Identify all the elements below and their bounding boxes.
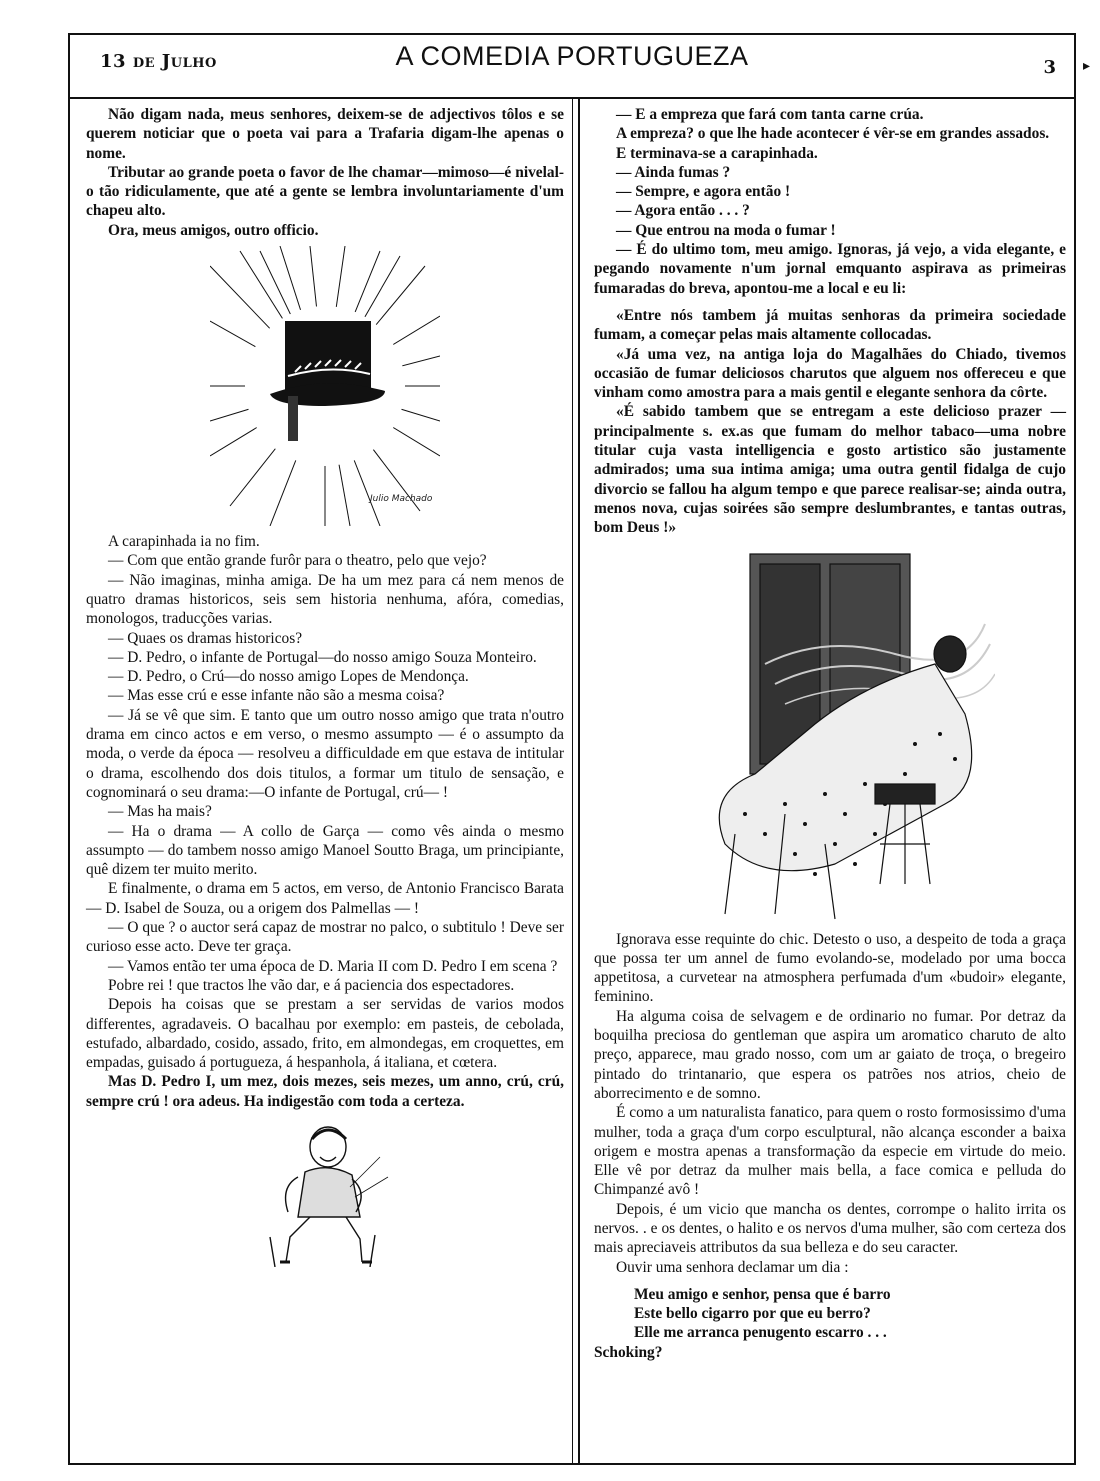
paragraph: Mas D. Pedro I, um mez, dois mezes, seis mezes, um anno, crú, crú, sempre crú ! ora adeus. Ha indigestão com toda a certeza. — [86, 1073, 564, 1110]
quoted-paragraph: «Já uma vez, na antiga loja do Magalhães do Chiado, tivemos occasião de fumar deliciosos charutos que alguem nos offereceu e que vinham como amostra para a mais gentil e elegante senhora da côrte. — [594, 345, 1066, 402]
paragraph: Ora, meus amigos, outro officio. — [108, 221, 319, 239]
paragraph: E terminava-se a carapinhada. — [616, 144, 818, 162]
paragraph: É como a um naturalista fanatico, para quem o rosto formosissimo d'uma mulher, toda a graça d'um corpo esculptural, não alcança esconder a baixa origem e mostra apenas a transformação da especie em virtude do meio. Elle vê por detraz da mulher mais bella, a face comica e pelluda do Chimpanzé avô ! — [594, 1104, 1066, 1199]
paragraph: — Ainda fumas ? — [616, 163, 731, 181]
quoted-paragraph: «É sabido tambem que se entregam a este delicioso prazer — principalmente s. ex.as que fumam do melhor tabaco—uma nobre titular cuja vasta intelligencia e gosto artistico são justamente admirados; uma sua intima amiga; uma outra gentil fidalga de cujo divorcio se fallou ha algum tempo e que parece realisar-se; ainda outra, menos nova, cujas soirées são sempre deslumbrantes, e tantas outras, bom Deus !» — [594, 403, 1066, 537]
paragraph: — Sempre, e agora então ! — [616, 183, 791, 201]
paragraph: — Vamos então ter uma época de D. Maria II com D. Pedro I em scena ? — [108, 957, 558, 975]
column-divider — [578, 97, 580, 1463]
paragraph: Pobre rei ! que tractos lhe vão dar, e á paciencia dos espectadores. — [108, 976, 515, 994]
page-header — [70, 35, 1074, 99]
paragraph: Ha alguma coisa de selvagem e de ordinario no fumar. Por detraz da boquilha preciosa do gentleman que aspira um aromatico charuto de alto preço, apparece, mau grado nosso, com um ar gaiato de troça, o bregeiro pintado do trintanario, que espera os patrões nos atrios, cheio de aborrecimento e de somno. — [594, 1007, 1066, 1102]
paragraph: — Mas ha mais? — [108, 803, 212, 821]
issue-date: 13 de Julho — [100, 51, 217, 72]
paragraph: Ignorava esse requinte do chic. Detesto o uso, a despeito de toda a graça que possa ter um annel de fumo evolando-se, modelado por uma bocca appetitosa, a curvetear na atmosphera perfumada d'um «budoir» elegante, feminino. — [594, 930, 1066, 1006]
paragraph: — Que entrou na moda o fumar ! — [616, 221, 836, 239]
paragraph: Ouvir uma senhora declamar um dia : — [616, 1258, 849, 1276]
paragraph: — Não imaginas, minha amiga. De ha um mez para cá nem menos de quatro dramas historicos, seis sem historia nenhuma, afóra, comedias, monologos, traducções varias. — [86, 571, 564, 628]
paragraph: A carapinhada ia no fim. — [108, 533, 260, 551]
page-number: 3 — [1043, 57, 1056, 78]
quoted-paragraph: «Entre nós tambem já muitas senhoras da primeira sociedade fumam, a começar pelas mais altamente collocadas. — [594, 306, 1066, 344]
right-column — [594, 105, 1066, 1362]
paragraph: Tributar ao grande poeta o favor de lhe chamar—mimoso—é nivelal-o tão ridiculamente, que até a gente se lembra involuntariamente d'um chapeu alto. — [86, 163, 564, 220]
woman-smoking-illustration — [665, 544, 995, 924]
paragraph: — D. Pedro, o Crú—do nosso amigo Lopes de Mendonça. — [108, 668, 469, 686]
margin-arrow-icon: ▸ — [1083, 58, 1091, 74]
paragraph: — Agora então . . . ? — [616, 202, 750, 220]
illustration-signature: Julio Machado — [370, 494, 433, 505]
verse-block — [634, 1285, 1066, 1343]
signoff: Schoking? — [594, 1343, 663, 1361]
seated-man-illustration — [250, 1117, 400, 1267]
newspaper-title: A COMEDIA PORTUGUEZA — [395, 41, 749, 71]
paragraph: A empreza? o que lhe hade acontecer é vêr-se em grandes assados. — [616, 125, 1050, 143]
verse-line: Este bello cigarro por que eu berro? — [634, 1305, 871, 1323]
paragraph: — E a empreza que fará com tanta carne crúa. — [616, 106, 924, 123]
paragraph: Depois ha coisas que se prestam a ser servidas de varios modos differentes, agradaveis. O bacalhau por exemplo: em pasteis, de cebolada, estufado, albardado, cosido, assado, frito, em almondegas, em croquettes, em empadas, guisado á portugueza, á hespanhola, á italiana, et cœtera. — [86, 996, 564, 1072]
column-divider-thin — [572, 97, 573, 1463]
paragraph: — Mas esse crú e esse infante não são a mesma coisa? — [108, 687, 445, 705]
paragraph: — Ha o drama — A collo de Garça — como vês ainda o mesmo assumpto — do tambem nosso amigo Manoel Soutto Braga, um principiante, quê dizem ter muito merito. — [86, 822, 564, 879]
verse-line: Meu amigo e senhor, pensa que é barro — [634, 1285, 891, 1303]
page-frame — [68, 33, 1076, 1465]
top-hat-illustration — [210, 246, 440, 526]
paragraph: E finalmente, o drama em 5 actos, em verso, de Antonio Francisco Barata — D. Isabel de Souza, ou a origem dos Palmellas — ! — [86, 880, 564, 917]
paragraph: — O que ? o auctor será capaz de mostrar no palco, o subtitulo ! Deve ser curioso esse acto. Deve ter graça. — [86, 919, 564, 956]
paragraph: — Já se vê que sim. E tanto que um outro nosso amigo que trata n'outro drama em cinco actos e em verso, o mesmo assumpto — é o assumpto da moda, o verde da época — resolveu a difficuldade em que estava de intitular o drama, escolhendo dos dois titulos, a formar um titulo de sensação, e cognominará o seu drama:—O infante de Portugal, crú— ! — [86, 706, 564, 801]
paragraph: — Com que então grande furôr para o theatro, pelo que vejo? — [108, 552, 487, 570]
verse-line: Elle me arranca penugento escarro . . . — [634, 1324, 887, 1342]
paragraph: Não digam nada, meus senhores, deixem-se de adjectivos tôlos e se querem noticiar que o poeta vai para a Trafaria digam-lhe apenas o nome. — [86, 106, 564, 162]
paragraph: — D. Pedro, o infante de Portugal—do nosso amigo Souza Monteiro. — [108, 648, 537, 666]
paragraph: Depois, é um vicio que mancha os dentes, corrompe o halito irrita os nervos. . e os dentes, o halito e os nervos d'uma mulher, são com certeza dos mais apreciaveis attributos da sua belleza e do seu caracter. — [594, 1200, 1066, 1257]
paragraph: — Quaes os dramas historicos? — [108, 629, 303, 647]
paragraph: — É do ultimo tom, meu amigo. Ignoras, já vejo, a vida elegante, e pegando novamente n'um jornal emquanto aspirava as primeiras fumaradas do breva, apontou-me a local e eu li: — [594, 241, 1066, 297]
left-column — [86, 105, 564, 1273]
